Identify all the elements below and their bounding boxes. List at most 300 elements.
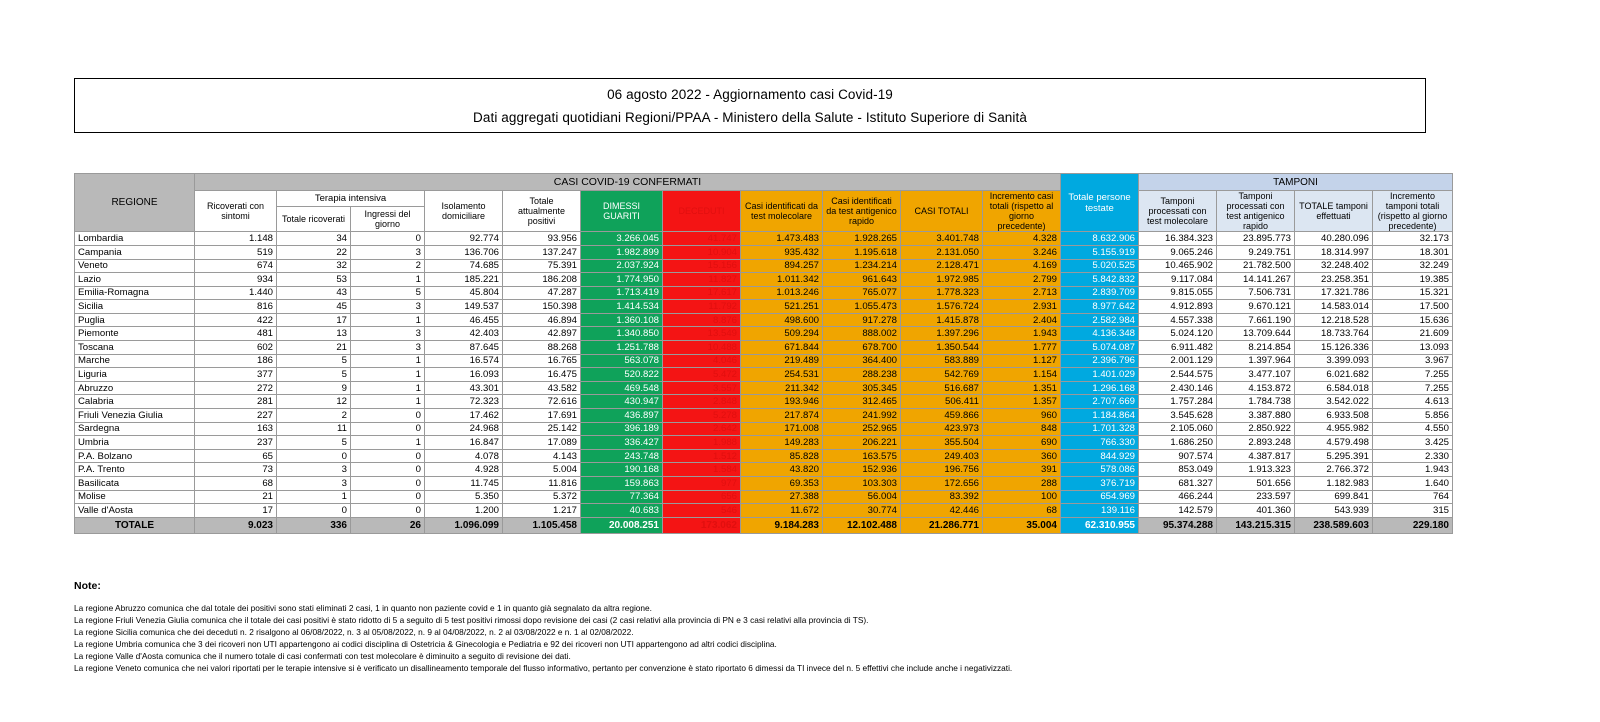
- cell-antigenico: 917.278: [823, 313, 901, 327]
- cell-t-mol: 5.024.120: [1139, 327, 1217, 341]
- cell-isolamento: 11.745: [425, 477, 503, 491]
- cell-incr-tamp: 1.943: [1373, 463, 1453, 477]
- cell-t-mol: 9.065.246: [1139, 245, 1217, 259]
- cell-region: Lombardia: [75, 232, 195, 246]
- cell-ricoverati: 519: [195, 245, 277, 259]
- cell-region: Valle d'Aosta: [75, 504, 195, 518]
- table-row: [75, 354, 1453, 368]
- cell-incr-casi: 2.713: [983, 286, 1061, 300]
- cell-isolamento: 46.455: [425, 313, 503, 327]
- cell-deceduti: 10.488: [663, 341, 741, 355]
- cell-t-tot: 32.248.402: [1295, 259, 1373, 273]
- cell-ti-ing: 0: [351, 232, 425, 246]
- col-header-dimessi-guariti: DIMESSI GUARITI: [581, 191, 663, 232]
- cell-ti-ing: 1: [351, 381, 425, 395]
- cell-ti-ing: 1: [351, 313, 425, 327]
- cell-molecolare: 27.388: [741, 490, 823, 504]
- cell-positivi: 46.894: [503, 313, 581, 327]
- cell-ricoverati: 816: [195, 300, 277, 314]
- cell-molecolare: 217.874: [741, 409, 823, 423]
- cell-incr-casi: 2.799: [983, 273, 1061, 287]
- cell-t-ant: 4.153.872: [1217, 381, 1295, 395]
- cell-ti-tot: 32: [277, 259, 351, 273]
- cell-molecolare: 1.473.483: [741, 232, 823, 246]
- col-header-tamponi-antigenico: Tamponi processati con test antigenico rapido: [1217, 191, 1295, 232]
- cell-t-mol: 2.430.146: [1139, 381, 1217, 395]
- cell-positivi: 186.208: [503, 273, 581, 287]
- cell-totali: 516.687: [901, 381, 983, 395]
- cell-positivi: 137.247: [503, 245, 581, 259]
- cell-testate: 766.330: [1061, 436, 1139, 450]
- cell-t-ant: 1.913.323: [1217, 463, 1295, 477]
- cell-incr-casi: 2.931: [983, 300, 1061, 314]
- cell-ricoverati: 674: [195, 259, 277, 273]
- cell-molecolare: 219.489: [741, 354, 823, 368]
- cell-positivi: 93.956: [503, 232, 581, 246]
- cell-ricoverati: 73: [195, 463, 277, 477]
- cell-total-ti-tot: 336: [277, 517, 351, 533]
- note-line: La regione Abruzzo comunica che dal totale dei positivi sono stati eliminati 2 casi, 1 in quanto non paziente covid e 1 in quanto già segnalato da altra regione.: [74, 603, 652, 613]
- cell-total-incr-casi: 35.004: [983, 517, 1061, 533]
- cell-region: Basilicata: [75, 477, 195, 491]
- cell-molecolare: 1.011.342: [741, 273, 823, 287]
- cell-deceduti: 11.792: [663, 300, 741, 314]
- cell-incr-casi: 391: [983, 463, 1061, 477]
- cell-totali: 1.397.296: [901, 327, 983, 341]
- cell-incr-casi: 4.328: [983, 232, 1061, 246]
- note-line: La regione Valle d'Aosta comunica che il numero totale di casi confermati con test molecolare è diminuito a seguito di revisione dei dati.: [74, 651, 571, 662]
- cell-antigenico: 252.965: [823, 422, 901, 436]
- cell-ti-ing: 2: [351, 259, 425, 273]
- cell-total-deceduti: 173.062: [663, 517, 741, 533]
- cell-ti-tot: 5: [277, 436, 351, 450]
- cell-positivi: 72.616: [503, 395, 581, 409]
- cell-incr-casi: 3.246: [983, 245, 1061, 259]
- cell-deceduti: 13.549: [663, 327, 741, 341]
- cell-testate: 2.396.796: [1061, 354, 1139, 368]
- cell-t-tot: 3.542.022: [1295, 395, 1373, 409]
- cell-antigenico: 163.575: [823, 449, 901, 463]
- cell-deceduti: 1.584: [663, 463, 741, 477]
- cell-region: Toscana: [75, 341, 195, 355]
- cell-total-antigenico: 12.102.488: [823, 517, 901, 533]
- cell-region: Molise: [75, 490, 195, 504]
- cell-incr-casi: 288: [983, 477, 1061, 491]
- cell-region: Friuli Venezia Giulia: [75, 409, 195, 423]
- table-row: [75, 245, 1453, 259]
- cell-positivi: 4.143: [503, 449, 581, 463]
- cell-totali: 1.350.544: [901, 341, 983, 355]
- cell-totali: 506.411: [901, 395, 983, 409]
- cell-incr-tamp: 2.330: [1373, 449, 1453, 463]
- cell-isolamento: 1.200: [425, 504, 503, 518]
- table-row: [75, 409, 1453, 423]
- cell-testate: 5.842.832: [1061, 273, 1139, 287]
- cell-t-mol: 681.327: [1139, 477, 1217, 491]
- cell-ti-tot: 5: [277, 354, 351, 368]
- cell-ti-ing: 1: [351, 368, 425, 382]
- table-row: [75, 313, 1453, 327]
- cell-totali: 249.403: [901, 449, 983, 463]
- table-head: [75, 174, 1453, 232]
- cell-testate: 376.719: [1061, 477, 1139, 491]
- cell-region: Puglia: [75, 313, 195, 327]
- cell-antigenico: 152.936: [823, 463, 901, 477]
- cell-incr-casi: 1.777: [983, 341, 1061, 355]
- cell-region: Veneto: [75, 259, 195, 273]
- cell-isolamento: 17.462: [425, 409, 503, 423]
- cell-totali: 542.769: [901, 368, 983, 382]
- cell-testate: 1.701.328: [1061, 422, 1139, 436]
- cell-ti-tot: 1: [277, 490, 351, 504]
- table-row: [75, 286, 1453, 300]
- cell-t-ant: 233.597: [1217, 490, 1295, 504]
- cell-ti-ing: 0: [351, 490, 425, 504]
- cell-isolamento: 136.706: [425, 245, 503, 259]
- cell-t-tot: 6.021.682: [1295, 368, 1373, 382]
- cell-incr-casi: 960: [983, 409, 1061, 423]
- cell-incr-casi: 68: [983, 504, 1061, 518]
- cell-t-mol: 2.001.129: [1139, 354, 1217, 368]
- cell-incr-tamp: 32.173: [1373, 232, 1453, 246]
- cell-t-tot: 14.583.014: [1295, 300, 1373, 314]
- cell-antigenico: 1.928.265: [823, 232, 901, 246]
- cell-testate: 8.632.906: [1061, 232, 1139, 246]
- cell-region: Sicilia: [75, 300, 195, 314]
- cell-testate: 844.929: [1061, 449, 1139, 463]
- cell-ricoverati: 65: [195, 449, 277, 463]
- table-row: [75, 463, 1453, 477]
- cell-ricoverati: 281: [195, 395, 277, 409]
- cell-ricoverati: 272: [195, 381, 277, 395]
- cell-deceduti: 1.512: [663, 449, 741, 463]
- cell-positivi: 16.475: [503, 368, 581, 382]
- cell-positivi: 150.398: [503, 300, 581, 314]
- cell-ricoverati: 17: [195, 504, 277, 518]
- cell-ti-ing: 0: [351, 422, 425, 436]
- cell-molecolare: 11.672: [741, 504, 823, 518]
- cell-testate: 4.136.348: [1061, 327, 1139, 341]
- cell-ti-tot: 34: [277, 232, 351, 246]
- table-row: [75, 381, 1453, 395]
- cell-total-molecolare: 9.184.283: [741, 517, 823, 533]
- cell-incr-tamp: 5.856: [1373, 409, 1453, 423]
- cell-deceduti: 5.278: [663, 409, 741, 423]
- cell-ricoverati: 602: [195, 341, 277, 355]
- cell-guariti: 3.266.045: [581, 232, 663, 246]
- cell-testate: 5.155.919: [1061, 245, 1139, 259]
- cell-incr-tamp: 7.255: [1373, 381, 1453, 395]
- col-header-incremento-casi: Incremento casi totali (rispetto al giorno precedente): [983, 191, 1061, 232]
- cell-deceduti: 8.876: [663, 313, 741, 327]
- cell-region: Sardegna: [75, 422, 195, 436]
- cell-molecolare: 509.294: [741, 327, 823, 341]
- cell-positivi: 25.142: [503, 422, 581, 436]
- note-line: La regione Friuli Venezia Giulia comunica che il totale dei casi positivi è stato ridotto di 5 a seguito di 5 test positivi rimossi dopo revisione dei casi (2 casi relativi alla provincia di PN e 3 casi relativi alla provincia di TS).: [74, 615, 869, 626]
- cell-t-mol: 142.579: [1139, 504, 1217, 518]
- cell-t-tot: 12.218.528: [1295, 313, 1373, 327]
- cell-t-tot: 699.841: [1295, 490, 1373, 504]
- cell-molecolare: 498.600: [741, 313, 823, 327]
- cell-total-isolamento: 1.096.099: [425, 517, 503, 533]
- cell-t-mol: 2.544.575: [1139, 368, 1217, 382]
- cell-region: Emilia-Romagna: [75, 286, 195, 300]
- cell-totali: 1.415.878: [901, 313, 983, 327]
- cell-antigenico: 364.400: [823, 354, 901, 368]
- group-header-confirmed: CASI COVID-19 CONFERMATI: [195, 174, 1061, 191]
- cell-ti-ing: 5: [351, 286, 425, 300]
- cell-antigenico: 678.700: [823, 341, 901, 355]
- group-header-tamponi: TAMPONI: [1139, 174, 1453, 191]
- cell-t-tot: 15.126.336: [1295, 341, 1373, 355]
- cell-ricoverati: 21: [195, 490, 277, 504]
- cell-guariti: 1.251.788: [581, 341, 663, 355]
- cell-region: P.A. Bolzano: [75, 449, 195, 463]
- cell-antigenico: 288.238: [823, 368, 901, 382]
- cell-isolamento: 5.350: [425, 490, 503, 504]
- cell-deceduti: 656: [663, 490, 741, 504]
- subgroup-header-row: [75, 191, 1453, 207]
- cell-incr-casi: 1.154: [983, 368, 1061, 382]
- cell-positivi: 75.391: [503, 259, 581, 273]
- cell-t-tot: 543.939: [1295, 504, 1373, 518]
- cell-antigenico: 765.077: [823, 286, 901, 300]
- cell-t-tot: 3.399.093: [1295, 354, 1373, 368]
- note-line: La regione Sicilia comunica che dei deceduti n. 2 risalgono al 06/08/2022, n. 3 al 05/08/2022, n. 9 al 04/08/2022, n. 2 al 03/08/2022 e n. 1 al 02/08/2022.: [74, 627, 634, 638]
- cell-positivi: 47.287: [503, 286, 581, 300]
- cell-t-mol: 853.049: [1139, 463, 1217, 477]
- cell-positivi: 1.217: [503, 504, 581, 518]
- cell-ti-ing: 0: [351, 504, 425, 518]
- col-header-region: REGIONE: [75, 174, 195, 232]
- cell-incr-tamp: 7.255: [1373, 368, 1453, 382]
- cell-ti-ing: 1: [351, 273, 425, 287]
- cell-guariti: 520.822: [581, 368, 663, 382]
- cell-guariti: 1.340.850: [581, 327, 663, 341]
- cell-total-guariti: 20.008.251: [581, 517, 663, 533]
- cell-testate: 1.401.029: [1061, 368, 1139, 382]
- cell-total-t-mol: 95.374.288: [1139, 517, 1217, 533]
- cell-totali: 1.972.985: [901, 273, 983, 287]
- cell-ricoverati: 237: [195, 436, 277, 450]
- cell-t-ant: 501.656: [1217, 477, 1295, 491]
- cell-t-tot: 4.579.498: [1295, 436, 1373, 450]
- cell-t-tot: 17.321.786: [1295, 286, 1373, 300]
- cell-antigenico: 241.992: [823, 409, 901, 423]
- cell-guariti: 436.897: [581, 409, 663, 423]
- cell-ti-tot: 2: [277, 409, 351, 423]
- cell-incr-tamp: 19.385: [1373, 273, 1453, 287]
- cell-ti-tot: 9: [277, 381, 351, 395]
- cell-guariti: 1.414.534: [581, 300, 663, 314]
- cell-incr-casi: 1.943: [983, 327, 1061, 341]
- table-row: [75, 327, 1453, 341]
- table-row: [75, 422, 1453, 436]
- cell-positivi: 5.372: [503, 490, 581, 504]
- note-line: La regione Veneto comunica che nei valori riportati per le terapie intensive si è verificato un disallineamento temporale del flusso informativo, pertanto per convenzione è stato riportato 6 dimessi da TI invece del n. 5 effettivi che include anche i negativizzati.: [74, 663, 1013, 674]
- cell-testate: 2.707.669: [1061, 395, 1139, 409]
- cell-t-mol: 907.574: [1139, 449, 1217, 463]
- cell-molecolare: 43.820: [741, 463, 823, 477]
- cell-antigenico: 312.465: [823, 395, 901, 409]
- cell-ricoverati: 186: [195, 354, 277, 368]
- cell-guariti: 1.774.950: [581, 273, 663, 287]
- cell-deceduti: 41.747: [663, 232, 741, 246]
- cell-isolamento: 87.645: [425, 341, 503, 355]
- cell-molecolare: 935.432: [741, 245, 823, 259]
- col-header-casi-molecolare: Casi identificati da test molecolare: [741, 191, 823, 232]
- cell-t-ant: 14.141.267: [1217, 273, 1295, 287]
- cell-total-t-tot: 238.589.603: [1295, 517, 1373, 533]
- cell-totali: 423.973: [901, 422, 983, 436]
- col-header-casi-totali: CASI TOTALI: [901, 191, 983, 232]
- cell-t-ant: 4.387.817: [1217, 449, 1295, 463]
- cell-ti-ing: 1: [351, 395, 425, 409]
- cell-antigenico: 206.221: [823, 436, 901, 450]
- cell-t-mol: 1.757.284: [1139, 395, 1217, 409]
- cell-testate: 2.582.984: [1061, 313, 1139, 327]
- cell-incr-tamp: 4.550: [1373, 422, 1453, 436]
- cell-totali: 459.866: [901, 409, 983, 423]
- cell-t-tot: 23.258.351: [1295, 273, 1373, 287]
- cell-ti-tot: 22: [277, 245, 351, 259]
- col-header-terapia-intensiva: Terapia intensiva: [277, 191, 425, 207]
- cell-positivi: 16.765: [503, 354, 581, 368]
- table-row: [75, 273, 1453, 287]
- cell-ti-tot: 0: [277, 504, 351, 518]
- cell-guariti: 563.078: [581, 354, 663, 368]
- cell-ti-ing: 3: [351, 300, 425, 314]
- cell-t-ant: 1.784.738: [1217, 395, 1295, 409]
- cell-ti-tot: 17: [277, 313, 351, 327]
- cell-molecolare: 254.531: [741, 368, 823, 382]
- table-row: [75, 368, 1453, 382]
- cell-molecolare: 1.013.246: [741, 286, 823, 300]
- cell-isolamento: 72.323: [425, 395, 503, 409]
- cell-isolamento: 74.685: [425, 259, 503, 273]
- table-row: [75, 232, 1453, 246]
- cell-ti-tot: 11: [277, 422, 351, 436]
- cell-total-testate: 62.310.955: [1061, 517, 1139, 533]
- cell-region: Liguria: [75, 368, 195, 382]
- cell-total-incr-tamp: 229.180: [1373, 517, 1453, 533]
- cell-deceduti: 977: [663, 477, 741, 491]
- cell-t-tot: 18.314.997: [1295, 245, 1373, 259]
- cell-incr-tamp: 1.640: [1373, 477, 1453, 491]
- cell-totali: 42.446: [901, 504, 983, 518]
- cell-antigenico: 305.345: [823, 381, 901, 395]
- col-header-totale-testate: Totale persone testate: [1061, 174, 1139, 232]
- col-header-incremento-tamponi: Incremento tamponi totali (rispetto al giorno precedente): [1373, 191, 1453, 232]
- cell-ricoverati: 68: [195, 477, 277, 491]
- cell-positivi: 11.816: [503, 477, 581, 491]
- cell-molecolare: 521.251: [741, 300, 823, 314]
- cell-antigenico: 961.643: [823, 273, 901, 287]
- cell-positivi: 17.691: [503, 409, 581, 423]
- cell-antigenico: 888.002: [823, 327, 901, 341]
- cell-incr-casi: 100: [983, 490, 1061, 504]
- cell-ti-tot: 12: [277, 395, 351, 409]
- cell-ti-tot: 43: [277, 286, 351, 300]
- report-subtitle: Dati aggregati quotidiani Regioni/PPAA - Ministero della Salute - Istituto Superiore di Sanità: [473, 109, 1027, 125]
- cell-ti-tot: 13: [277, 327, 351, 341]
- cell-incr-tamp: 17.500: [1373, 300, 1453, 314]
- cell-testate: 654.969: [1061, 490, 1139, 504]
- col-header-isolamento: Isolamento domiciliare: [425, 191, 503, 232]
- cell-antigenico: 103.303: [823, 477, 901, 491]
- cell-t-ant: 401.360: [1217, 504, 1295, 518]
- group-header-row: [75, 174, 1453, 191]
- cell-guariti: 396.189: [581, 422, 663, 436]
- cell-incr-tamp: 3.425: [1373, 436, 1453, 450]
- cell-isolamento: 43.301: [425, 381, 503, 395]
- cell-t-ant: 7.506.731: [1217, 286, 1295, 300]
- cell-incr-tamp: 3.967: [1373, 354, 1453, 368]
- note-line: La regione Umbria comunica che 3 dei ricoveri non UTI appartengono ai codici disciplina di Ostetricia & Ginecologia e Pediatria e 92 dei ricoveri non UTI appartengono ad altri codici disciplina.: [74, 639, 777, 650]
- cell-t-mol: 4.557.338: [1139, 313, 1217, 327]
- cell-deceduti: 546: [663, 504, 741, 518]
- col-header-tamponi-molecolare: Tamponi processati con test molecolare: [1139, 191, 1217, 232]
- cell-isolamento: 16.574: [425, 354, 503, 368]
- cell-isolamento: 45.804: [425, 286, 503, 300]
- cell-incr-tamp: 15.321: [1373, 286, 1453, 300]
- cell-ti-tot: 3: [277, 463, 351, 477]
- cell-t-mol: 4.912.893: [1139, 300, 1217, 314]
- cell-isolamento: 16.847: [425, 436, 503, 450]
- cell-isolamento: 4.078: [425, 449, 503, 463]
- cell-total-ricoverati: 9.023: [195, 517, 277, 533]
- cell-isolamento: 16.093: [425, 368, 503, 382]
- cell-ti-tot: 45: [277, 300, 351, 314]
- cell-testate: 5.020.525: [1061, 259, 1139, 273]
- table-row: [75, 341, 1453, 355]
- cell-guariti: 243.748: [581, 449, 663, 463]
- cell-ti-ing: 0: [351, 409, 425, 423]
- cell-deceduti: 1.988: [663, 436, 741, 450]
- cell-incr-tamp: 4.613: [1373, 395, 1453, 409]
- cell-isolamento: 42.403: [425, 327, 503, 341]
- cell-ricoverati: 227: [195, 409, 277, 423]
- table-row: [75, 504, 1453, 518]
- cell-t-ant: 3.387.880: [1217, 409, 1295, 423]
- cell-isolamento: 92.774: [425, 232, 503, 246]
- cell-ricoverati: 377: [195, 368, 277, 382]
- cell-t-mol: 1.686.250: [1139, 436, 1217, 450]
- cell-incr-tamp: 13.093: [1373, 341, 1453, 355]
- table-row: [75, 477, 1453, 491]
- cell-isolamento: 24.968: [425, 422, 503, 436]
- cell-t-mol: 9.815.055: [1139, 286, 1217, 300]
- cell-t-ant: 1.397.964: [1217, 354, 1295, 368]
- table-row: [75, 300, 1453, 314]
- cell-t-tot: 2.766.372: [1295, 463, 1373, 477]
- cell-ti-tot: 5: [277, 368, 351, 382]
- cell-t-ant: 8.214.854: [1217, 341, 1295, 355]
- covid-data-table: [74, 173, 1453, 534]
- cell-ti-tot: 21: [277, 341, 351, 355]
- notes-section: [74, 580, 1474, 674]
- cell-t-mol: 9.117.084: [1139, 273, 1217, 287]
- cell-ti-ing: 1: [351, 436, 425, 450]
- cell-region: Campania: [75, 245, 195, 259]
- table-body: [75, 232, 1453, 533]
- cell-ti-tot: 0: [277, 449, 351, 463]
- cell-ti-ing: 0: [351, 463, 425, 477]
- cell-ricoverati: 481: [195, 327, 277, 341]
- cell-t-tot: 18.733.764: [1295, 327, 1373, 341]
- cell-t-ant: 7.661.190: [1217, 313, 1295, 327]
- cell-deceduti: 2.642: [663, 422, 741, 436]
